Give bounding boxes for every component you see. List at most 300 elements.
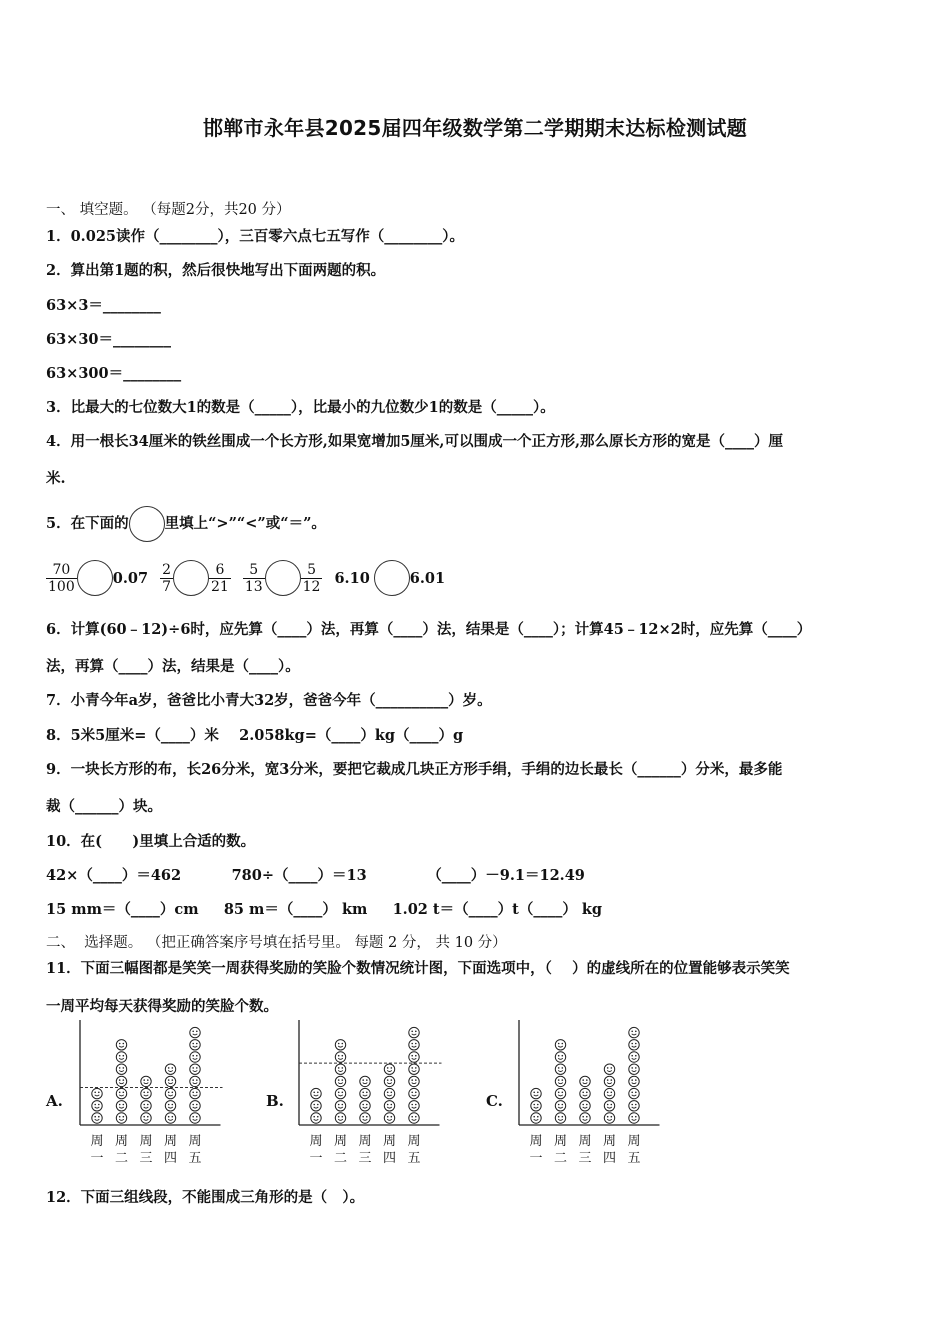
smiley-1-1-2 xyxy=(335,1088,345,1098)
question-10-line-1: 42×（____）＝462 780÷（____）＝13 （____）－9.1＝12.49 xyxy=(46,867,585,884)
smiley-eye xyxy=(562,1055,564,1057)
question-2-line-3: 63×300＝________ xyxy=(46,365,182,382)
smiley-eye xyxy=(586,1079,588,1081)
smiley-eye xyxy=(387,1104,389,1106)
smiley-eye xyxy=(611,1092,613,1094)
smiley-eye xyxy=(98,1092,100,1094)
smiley-eye xyxy=(338,1079,340,1081)
smiley-0-3-1 xyxy=(165,1101,175,1111)
smiley-eye xyxy=(168,1104,170,1106)
smiley-eye xyxy=(607,1067,609,1069)
smiley-1-1-3 xyxy=(335,1076,345,1086)
smiley-0-3-0 xyxy=(165,1113,175,1123)
compare-circle-2[interactable] xyxy=(173,560,209,596)
smiley-eye xyxy=(313,1092,315,1094)
smiley-eye xyxy=(172,1079,174,1081)
smiley-eye xyxy=(631,1116,633,1118)
fraction-5-13: $\frac{5}{13}$ xyxy=(244,561,263,595)
question-2-line-1: 63×3＝________ xyxy=(46,297,161,314)
smiley-eye xyxy=(196,1116,198,1118)
smiley-eye xyxy=(635,1067,637,1069)
smiley-face xyxy=(165,1076,175,1086)
smiley-face xyxy=(629,1064,639,1074)
smiley-eye xyxy=(168,1116,170,1118)
smiley-eye xyxy=(196,1092,198,1094)
smiley-eye xyxy=(391,1067,393,1069)
smiley-2-1-6 xyxy=(555,1040,565,1050)
smiley-eye xyxy=(415,1031,417,1033)
question-9-line-2: 裁（______）块。 xyxy=(46,798,162,815)
smiley-eye xyxy=(94,1116,96,1118)
smiley-eye xyxy=(415,1104,417,1106)
smiley-face xyxy=(190,1027,200,1037)
smiley-face xyxy=(409,1101,419,1111)
smiley-eye xyxy=(611,1104,613,1106)
smiley-eye xyxy=(635,1116,637,1118)
smiley-eye xyxy=(411,1043,413,1045)
smiley-eye xyxy=(533,1104,535,1106)
smiley-0-4-4 xyxy=(190,1064,200,1074)
category-label-2-0: 周 xyxy=(529,1134,543,1149)
smiley-eye xyxy=(533,1092,535,1094)
category-label-2-3: 周 xyxy=(602,1134,617,1149)
smiley-face xyxy=(531,1113,541,1123)
smiley-face xyxy=(190,1113,200,1123)
smiley-face xyxy=(335,1088,345,1098)
smiley-eye xyxy=(631,1055,633,1057)
smiley-eye xyxy=(119,1116,121,1118)
smiley-eye xyxy=(172,1067,174,1069)
smiley-2-4-3 xyxy=(629,1076,639,1086)
smiley-face xyxy=(141,1113,151,1123)
compare-circle-1[interactable] xyxy=(77,560,113,596)
smiley-eye xyxy=(123,1067,125,1069)
smiley-eye xyxy=(192,1079,194,1081)
category-label-day-0-2: 三 xyxy=(139,1151,153,1166)
smiley-eye xyxy=(611,1116,613,1118)
smiley-0-4-1 xyxy=(190,1101,200,1111)
smiley-face xyxy=(409,1040,419,1050)
smiley-eye xyxy=(168,1067,170,1069)
smiley-face xyxy=(165,1064,175,1074)
smiley-2-2-3 xyxy=(580,1076,590,1086)
smiley-eye xyxy=(586,1116,588,1118)
smiley-eye xyxy=(391,1092,393,1094)
smiley-face xyxy=(580,1113,590,1123)
smiley-eye xyxy=(313,1116,315,1118)
smiley-eye xyxy=(387,1116,389,1118)
smiley-1-0-1 xyxy=(311,1101,321,1111)
question-11-line-1: 11．下面三幅图都是笑笑一周获得奖励的笑脸个数情况统计图，下面选项中，（ ）的虚线所在的位置能够表示笑笑 xyxy=(46,960,790,977)
smiley-2-3-1 xyxy=(604,1101,614,1111)
category-label-2-2: 周 xyxy=(578,1134,592,1149)
question-10-line-2: 15 mm＝（____）cm 85 m＝（____） km 1.02 t＝（____）t（____） kg xyxy=(46,901,603,918)
smiley-eye xyxy=(537,1092,539,1094)
compare-circle-3[interactable] xyxy=(265,560,301,596)
smiley-face xyxy=(629,1076,639,1086)
category-label-0-4: 周 xyxy=(188,1134,202,1149)
section-2-header: 二、 选择题。 （把正确答案序号填在括号里。 每题 2 分， 共 10 分） xyxy=(46,935,507,951)
smiley-face xyxy=(92,1101,102,1111)
category-label-day-0-3: 四 xyxy=(163,1151,178,1166)
smiley-face xyxy=(555,1076,565,1086)
smiley-eye xyxy=(635,1043,637,1045)
smiley-eye xyxy=(366,1092,368,1094)
smiley-face xyxy=(629,1088,639,1098)
smiley-0-4-5 xyxy=(190,1052,200,1062)
smiley-face xyxy=(409,1064,419,1074)
category-label-2-1: 周 xyxy=(553,1134,568,1149)
smiley-1-2-0 xyxy=(360,1113,370,1123)
smiley-eye xyxy=(123,1104,125,1106)
smiley-face xyxy=(629,1101,639,1111)
category-label-day-2-1: 二 xyxy=(553,1151,568,1166)
value-6-01: 6.01 xyxy=(409,569,446,587)
smiley-1-4-5 xyxy=(409,1052,419,1062)
category-label-1-0: 周 xyxy=(309,1134,323,1149)
smiley-eye xyxy=(631,1092,633,1094)
category-label-0-0: 周 xyxy=(90,1134,104,1149)
smiley-eye xyxy=(558,1104,560,1106)
smiley-eye xyxy=(635,1079,637,1081)
question-5-prefix: 5．在下面的 xyxy=(46,515,129,532)
smiley-face xyxy=(384,1064,394,1074)
smiley-face xyxy=(311,1101,321,1111)
smiley-eye xyxy=(143,1116,145,1118)
smiley-0-3-3 xyxy=(165,1076,175,1086)
smiley-face xyxy=(190,1040,200,1050)
smiley-eye xyxy=(387,1092,389,1094)
smiley-pictograph-svg xyxy=(0,1020,950,1180)
question-4-line-2: 米. xyxy=(46,470,66,487)
smiley-0-1-2 xyxy=(116,1088,126,1098)
smiley-eye xyxy=(119,1104,121,1106)
smiley-1-3-2 xyxy=(384,1088,394,1098)
smiley-eye xyxy=(562,1116,564,1118)
smiley-face xyxy=(116,1101,126,1111)
question-7: 7．小青今年a岁，爸爸比小青大32岁，爸爸今年（__________）岁。 xyxy=(46,692,492,709)
smiley-2-3-3 xyxy=(604,1076,614,1086)
smiley-eye xyxy=(172,1092,174,1094)
smiley-2-3-0 xyxy=(604,1113,614,1123)
smiley-eye xyxy=(631,1067,633,1069)
question-2-line-2: 63×30＝________ xyxy=(46,331,172,348)
question-2: 2．算出第1题的积，然后很快地写出下面两题的积。 xyxy=(46,262,386,279)
smiley-eye xyxy=(631,1079,633,1081)
smiley-eye xyxy=(387,1079,389,1081)
smiley-2-4-0 xyxy=(629,1113,639,1123)
smiley-face xyxy=(360,1113,370,1123)
category-label-day-1-4: 五 xyxy=(407,1151,421,1166)
smiley-eye xyxy=(411,1079,413,1081)
smiley-eye xyxy=(119,1067,121,1069)
smiley-eye xyxy=(607,1116,609,1118)
smiley-face xyxy=(116,1052,126,1062)
smiley-face xyxy=(92,1113,102,1123)
section-1-header: 一、 填空题。 （每题2分，共20 分） xyxy=(46,202,291,218)
smiley-charts xyxy=(0,1020,950,1180)
smiley-eye xyxy=(192,1055,194,1057)
smiley-eye xyxy=(607,1092,609,1094)
category-label-day-1-0: 一 xyxy=(309,1151,323,1166)
smiley-eye xyxy=(582,1104,584,1106)
smiley-eye xyxy=(94,1104,96,1106)
smiley-eye xyxy=(123,1079,125,1081)
smiley-eye xyxy=(317,1092,319,1094)
smiley-1-1-4 xyxy=(335,1064,345,1074)
smiley-eye xyxy=(338,1104,340,1106)
smiley-eye xyxy=(317,1104,319,1106)
smiley-eye xyxy=(342,1104,344,1106)
smiley-1-3-0 xyxy=(384,1113,394,1123)
smiley-eye xyxy=(558,1116,560,1118)
question-1: 1．0.025读作（________），三百零六点七五写作（________）。 xyxy=(46,228,464,245)
category-label-0-3: 周 xyxy=(163,1134,178,1149)
smiley-2-4-6 xyxy=(629,1040,639,1050)
smiley-eye xyxy=(98,1104,100,1106)
smiley-face xyxy=(629,1052,639,1062)
smiley-eye xyxy=(562,1092,564,1094)
smiley-0-0-2 xyxy=(92,1088,102,1098)
smiley-eye xyxy=(411,1055,413,1057)
smiley-0-2-3 xyxy=(141,1076,151,1086)
smiley-eye xyxy=(582,1116,584,1118)
smiley-eye xyxy=(196,1079,198,1081)
answer-circle xyxy=(129,506,165,542)
smiley-0-1-6 xyxy=(116,1040,126,1050)
question-9-line-1: 9．一块长方形的布，长26分米，宽3分米，要把它裁成几块正方形手绢，手绢的边长最长（______）分米，最多能 xyxy=(46,761,783,778)
smiley-eye xyxy=(338,1116,340,1118)
smiley-2-1-3 xyxy=(555,1076,565,1086)
smiley-2-2-0 xyxy=(580,1113,590,1123)
smiley-eye xyxy=(123,1055,125,1057)
smiley-eye xyxy=(338,1055,340,1057)
smiley-2-0-2 xyxy=(531,1088,541,1098)
question-10: 10．在( )里填上合适的数。 xyxy=(46,833,256,850)
smiley-face xyxy=(604,1064,614,1074)
smiley-0-0-1 xyxy=(92,1101,102,1111)
smiley-face xyxy=(141,1076,151,1086)
smiley-0-4-7 xyxy=(190,1027,200,1037)
smiley-eye xyxy=(338,1092,340,1094)
category-label-day-0-4: 五 xyxy=(188,1151,202,1166)
smiley-eye xyxy=(391,1079,393,1081)
smiley-1-4-0 xyxy=(409,1113,419,1123)
option-a-label: A. xyxy=(46,1092,63,1110)
smiley-eye xyxy=(607,1104,609,1106)
question-3: 3．比最大的七位数大1的数是（_____），比最小的九位数少1的数是（_____）。 xyxy=(46,399,555,416)
smiley-face xyxy=(580,1076,590,1086)
smiley-face xyxy=(409,1027,419,1037)
smiley-face xyxy=(409,1113,419,1123)
smiley-eye xyxy=(362,1104,364,1106)
smiley-face xyxy=(604,1113,614,1123)
smiley-1-4-4 xyxy=(409,1064,419,1074)
smiley-eye xyxy=(411,1067,413,1069)
smiley-eye xyxy=(415,1055,417,1057)
smiley-eye xyxy=(391,1104,393,1106)
category-label-1-4: 周 xyxy=(407,1134,421,1149)
smiley-2-1-5 xyxy=(555,1052,565,1062)
smiley-eye xyxy=(582,1079,584,1081)
smiley-eye xyxy=(635,1104,637,1106)
smiley-eye xyxy=(147,1079,149,1081)
smiley-face xyxy=(629,1027,639,1037)
fraction-2-7: $\frac{2}{7}$ xyxy=(162,561,171,595)
question-6-line-2: 法，再算（____）法，结果是（____）。 xyxy=(46,658,300,675)
smiley-eye xyxy=(172,1116,174,1118)
smiley-eye xyxy=(586,1092,588,1094)
category-label-1-3: 周 xyxy=(382,1134,397,1149)
smiley-2-4-4 xyxy=(629,1064,639,1074)
smiley-eye xyxy=(611,1067,613,1069)
smiley-eye xyxy=(147,1092,149,1094)
question-6-line-1: 6．计算(60﹣12)÷6时，应先算（____）法，再算（____）法，结果是（____）；计算45﹣12×2时，应先算（____） xyxy=(46,621,812,638)
smiley-eye xyxy=(411,1092,413,1094)
smiley-face xyxy=(190,1076,200,1086)
smiley-eye xyxy=(586,1104,588,1106)
smiley-face xyxy=(555,1052,565,1062)
smiley-0-1-1 xyxy=(116,1101,126,1111)
smiley-eye xyxy=(143,1104,145,1106)
smiley-face xyxy=(165,1101,175,1111)
smiley-2-2-2 xyxy=(580,1088,590,1098)
smiley-0-4-6 xyxy=(190,1040,200,1050)
smiley-eye xyxy=(196,1043,198,1045)
smiley-eye xyxy=(387,1067,389,1069)
smiley-1-0-2 xyxy=(311,1088,321,1098)
smiley-eye xyxy=(635,1055,637,1057)
smiley-eye xyxy=(172,1104,174,1106)
smiley-eye xyxy=(362,1092,364,1094)
smiley-eye xyxy=(123,1043,125,1045)
value-6-10: 6.10 xyxy=(334,569,370,587)
smiley-eye xyxy=(168,1079,170,1081)
smiley-face xyxy=(384,1113,394,1123)
smiley-0-1-4 xyxy=(116,1064,126,1074)
smiley-face xyxy=(409,1088,419,1098)
question-5 xyxy=(46,507,916,541)
smiley-2-1-1 xyxy=(555,1101,565,1111)
smiley-eye xyxy=(607,1079,609,1081)
smiley-face xyxy=(360,1088,370,1098)
smiley-face xyxy=(116,1064,126,1074)
smiley-face xyxy=(335,1101,345,1111)
smiley-face xyxy=(116,1040,126,1050)
smiley-face xyxy=(360,1101,370,1111)
smiley-0-4-2 xyxy=(190,1088,200,1098)
smiley-eye xyxy=(192,1104,194,1106)
smiley-face xyxy=(116,1076,126,1086)
smiley-face xyxy=(92,1088,102,1098)
smiley-1-1-1 xyxy=(335,1101,345,1111)
question-5-suffix: 里填上“>”“<”或“＝”。 xyxy=(164,515,326,532)
category-label-day-0-0: 一 xyxy=(90,1151,104,1166)
smiley-eye xyxy=(558,1079,560,1081)
smiley-eye xyxy=(192,1031,194,1033)
smiley-1-3-1 xyxy=(384,1101,394,1111)
smiley-eye xyxy=(192,1092,194,1094)
smiley-eye xyxy=(635,1092,637,1094)
smiley-eye xyxy=(196,1067,198,1069)
smiley-eye xyxy=(342,1092,344,1094)
smiley-0-0-0 xyxy=(92,1113,102,1123)
smiley-eye xyxy=(562,1067,564,1069)
smiley-face xyxy=(335,1064,345,1074)
smiley-eye xyxy=(362,1116,364,1118)
smiley-eye xyxy=(558,1043,560,1045)
smiley-eye xyxy=(313,1104,315,1106)
smiley-0-4-0 xyxy=(190,1113,200,1123)
smiley-eye xyxy=(611,1079,613,1081)
smiley-eye xyxy=(411,1104,413,1106)
smiley-eye xyxy=(631,1104,633,1106)
smiley-face xyxy=(360,1076,370,1086)
smiley-face xyxy=(384,1076,394,1086)
smiley-eye xyxy=(317,1116,319,1118)
smiley-eye xyxy=(631,1043,633,1045)
smiley-1-3-3 xyxy=(384,1076,394,1086)
smiley-face xyxy=(335,1113,345,1123)
smiley-face xyxy=(116,1088,126,1098)
smiley-eye xyxy=(192,1043,194,1045)
smiley-eye xyxy=(192,1067,194,1069)
smiley-eye xyxy=(411,1031,413,1033)
category-label-day-1-2: 三 xyxy=(358,1151,372,1166)
category-label-day-2-4: 五 xyxy=(627,1151,641,1166)
smiley-face xyxy=(141,1101,151,1111)
smiley-eye xyxy=(415,1079,417,1081)
category-label-day-2-0: 一 xyxy=(529,1151,543,1166)
smiley-eye xyxy=(119,1079,121,1081)
question-12: 12．下面三组线段，不能围成三角形的是（ ）。 xyxy=(46,1189,365,1206)
smiley-face xyxy=(335,1076,345,1086)
smiley-face xyxy=(165,1113,175,1123)
smiley-0-2-1 xyxy=(141,1101,151,1111)
smiley-face xyxy=(335,1052,345,1062)
smiley-eye xyxy=(582,1092,584,1094)
smiley-eye xyxy=(342,1043,344,1045)
compare-circle-4[interactable] xyxy=(374,560,410,596)
category-label-day-2-2: 三 xyxy=(578,1151,592,1166)
category-label-day-2-3: 四 xyxy=(602,1151,617,1166)
smiley-eye xyxy=(119,1043,121,1045)
smiley-0-3-4 xyxy=(165,1064,175,1074)
smiley-2-1-2 xyxy=(555,1088,565,1098)
smiley-eye xyxy=(147,1116,149,1118)
fraction-70-100: $\frac{70}{100}$ xyxy=(48,561,75,595)
smiley-1-1-0 xyxy=(335,1113,345,1123)
smiley-face xyxy=(555,1064,565,1074)
smiley-eye xyxy=(415,1043,417,1045)
smiley-eye xyxy=(415,1067,417,1069)
smiley-2-0-1 xyxy=(531,1101,541,1111)
smiley-eye xyxy=(196,1055,198,1057)
smiley-face xyxy=(580,1088,590,1098)
option-c-label: C. xyxy=(486,1092,503,1110)
smiley-eye xyxy=(631,1031,633,1033)
smiley-face xyxy=(555,1101,565,1111)
smiley-0-3-2 xyxy=(165,1088,175,1098)
smiley-face xyxy=(409,1076,419,1086)
smiley-eye xyxy=(537,1104,539,1106)
question-4-line-1: 4．用一根长34厘米的铁丝围成一个长方形,如果宽增加5厘米,可以围成一个正方形,那么原长方形的宽是（____）厘 xyxy=(46,433,783,450)
smiley-face xyxy=(384,1088,394,1098)
smiley-eye xyxy=(338,1067,340,1069)
fraction-6-21: $\frac{6}{21}$ xyxy=(210,561,229,595)
smiley-face xyxy=(190,1052,200,1062)
smiley-eye xyxy=(143,1079,145,1081)
